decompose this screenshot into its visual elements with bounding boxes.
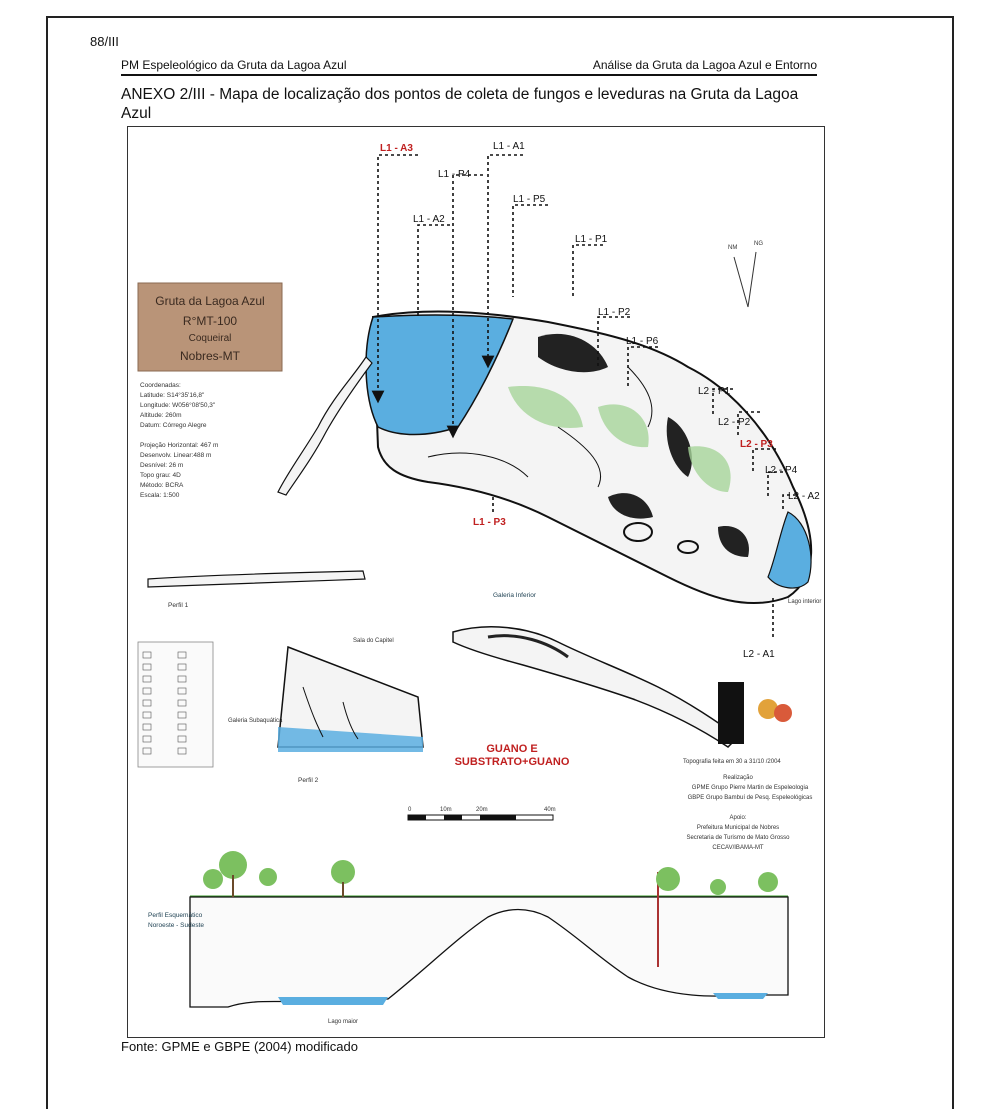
page-number: 88/III — [90, 34, 119, 49]
lago-interior-label: Lago interior — [788, 599, 822, 605]
info-line: Latitude: S14°35'16,8" — [140, 392, 205, 399]
lago-maior-label: Lago maior — [328, 1019, 359, 1025]
point-l1-p5: L1 - P5 — [513, 194, 546, 205]
info-line: Desenvolv. Linear:488 m — [140, 452, 212, 459]
point-l2-p2: L2 - P2 — [718, 417, 751, 428]
nm-label: NM — [728, 245, 738, 251]
info-line: Coordenadas: — [140, 382, 181, 389]
map-title-line1: Gruta da Lagoa Azul — [155, 294, 265, 308]
galeria-inferior-label: Galeria Inferior — [493, 592, 536, 599]
apoio-line1: Prefeitura Municipal de Nobres — [696, 825, 780, 831]
info-line: Topo grau: 4D — [140, 472, 181, 479]
topografia-label: Topografia feita em 30 a 31/10 /2004 — [683, 759, 781, 765]
scale-0: 0 — [408, 807, 412, 813]
apoio-line2: Secretaria de Turismo de Mato Grosso — [686, 835, 790, 841]
info-line: Longitude: W056°08'50,3" — [140, 402, 216, 409]
map-title-box — [138, 283, 282, 371]
scale-10: 10m — [440, 807, 452, 813]
figure-source: Fonte: GPME e GBPE (2004) modificado — [121, 1039, 358, 1054]
perfil1-label: Perfil 1 — [168, 602, 189, 609]
cave-plan — [366, 312, 811, 604]
schematic-profile — [148, 851, 788, 1025]
point-l1-a1: L1 - A1 — [493, 141, 525, 152]
conventions-legend — [138, 642, 213, 767]
sala-capitel-label: Sala do Capitel — [353, 638, 394, 644]
header-right: Análise da Gruta da Lagoa Azul e Entorno — [592, 58, 817, 72]
cave-map-figure — [127, 126, 825, 1038]
info-line: Datum: Córrego Alegre — [140, 422, 207, 429]
credits-block — [683, 759, 812, 851]
galeria-subaquatica-label: Galeria Subaquática — [228, 718, 283, 724]
info-line: Desnível: 26 m — [140, 462, 184, 469]
scale-20: 20m — [476, 807, 488, 813]
realizacao-label: Realização — [723, 775, 753, 781]
point-l2-p4: L2 - P4 — [765, 465, 798, 476]
guano-legend — [455, 743, 570, 768]
header-left: PM Espeleológico da Gruta da Lagoa Azul — [121, 58, 347, 72]
point-l2-p1: L2 - P1 — [698, 386, 731, 397]
running-header — [121, 58, 817, 76]
point-l1-p2: L1 - P2 — [598, 307, 631, 318]
figure-caption: ANEXO 2/III - Mapa de localização dos pontos de coleta de fungos e leveduras na Gruta da Lagoa Azul — [121, 86, 799, 122]
map-title-line3: Coqueiral — [188, 333, 232, 344]
point-l2-a2: L2 - A2 — [788, 491, 820, 502]
perfil-direcao-label: Noroeste - Sudeste — [148, 922, 205, 929]
scale-40: 40m — [544, 807, 556, 813]
map-title-line4: Nobres-MT — [179, 349, 241, 363]
gbpe-label: GBPE Grupo Bambuí de Pesq. Espeleológicas — [687, 795, 813, 801]
perfil-esquematico-label: Perfil Esquemático — [148, 912, 203, 919]
guano-line1: GUANO E — [486, 743, 538, 755]
gpme-label: GPME Grupo Pierre Martin de Espeleologia — [691, 785, 809, 791]
point-l2-p3: L2 - P3 — [740, 439, 773, 450]
point-l1-p1: L1 - P1 — [575, 234, 608, 245]
info-line: Altitude: 260m — [140, 412, 182, 419]
left-gallery — [278, 357, 372, 495]
map-info-block — [140, 382, 218, 499]
info-line: Projeção Horizontal: 467 m — [140, 442, 219, 449]
point-l1-p3: L1 - P3 — [473, 517, 506, 528]
point-l1-a2: L1 - A2 — [413, 214, 445, 225]
profile-2 — [228, 638, 423, 784]
point-l2-a1: L2 - A1 — [743, 649, 775, 660]
profile-1 — [148, 571, 365, 609]
group-logos — [718, 682, 792, 744]
ng-label: NG — [754, 241, 763, 247]
info-line: Método: BCRA — [140, 482, 184, 489]
map-title-line2: R°MT-100 — [182, 314, 238, 328]
lower-gallery — [453, 592, 821, 747]
guano-line2: SUBSTRATO+GUANO — [454, 756, 570, 768]
info-line: Escala: 1:500 — [140, 492, 180, 499]
point-l1-p6: L1 - P6 — [626, 336, 659, 347]
perfil2-label: Perfil 2 — [298, 777, 319, 784]
point-l1-a3: L1 - A3 — [380, 143, 413, 154]
scale-bar — [408, 807, 556, 820]
north-arrow — [728, 241, 763, 307]
apoio-line3: CECAV/IBAMA-MT — [712, 845, 764, 851]
apoio-label: Apoio: — [729, 815, 747, 821]
point-l1-p4: L1 - P4 — [438, 169, 471, 180]
